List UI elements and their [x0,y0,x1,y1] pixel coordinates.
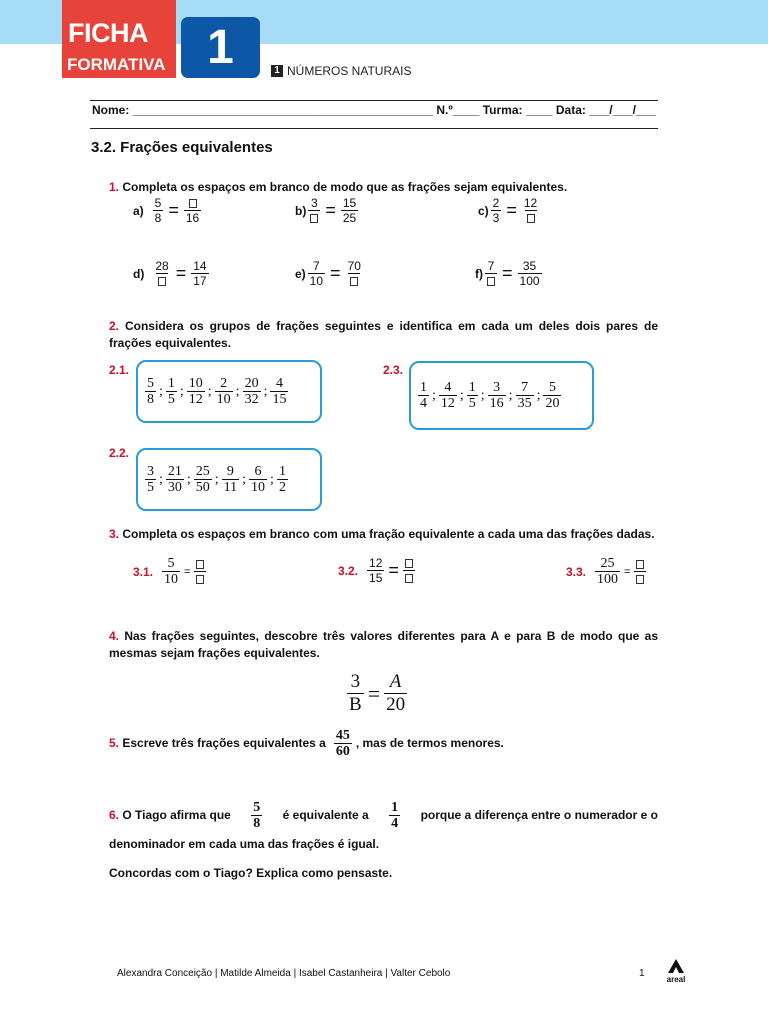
numerator: 5 [548,380,556,395]
fraction [194,464,212,495]
denominator [348,273,360,288]
separator: ; [459,387,464,403]
question-number: 5. [109,736,120,750]
fraction [145,376,156,407]
blank-box [405,574,413,583]
denominator: 12 [188,392,203,407]
question-2 [109,318,658,352]
fraction [367,556,384,585]
item-label: c) [478,203,489,218]
item-label: d) [133,266,145,281]
question-text: Escreve três frações equivalentes a [119,736,326,750]
item-label: b) [295,203,307,218]
separator: ; [207,383,212,399]
numerator: 3 [493,380,501,395]
equation-item [133,196,202,225]
separator: ; [432,387,436,403]
fraction [439,380,457,411]
equation-item [478,196,540,225]
numerator: 1 [420,380,427,395]
numerator: 5 [154,196,162,210]
group-label: 2.3. [383,363,404,377]
denominator: 16 [489,396,504,411]
fraction [243,376,261,407]
equals-sign: = [325,200,336,220]
separator: ; [508,387,513,403]
numerator: 1 [468,380,476,395]
fraction [166,376,177,407]
question-text: Nas frações seguintes, descobre três valores diferentes para A e para B de modo que as mesmas sejam frações equivalentes. [109,629,658,660]
numerator: 15 [342,196,357,210]
numerator: 70 [347,259,361,273]
numerator: 45 [335,728,350,743]
fraction [184,196,201,225]
numerator: 3 [147,464,154,479]
blank-box [189,199,197,208]
equals-sign: = [175,263,187,283]
numerator [194,557,206,571]
numerator: 3 [350,671,361,692]
fraction [153,259,170,288]
numerator: 14 [193,259,207,273]
fraction [194,557,206,586]
item-label: e) [295,266,306,281]
numerator: 6 [254,464,262,479]
fraction [347,671,364,716]
fraction [518,259,542,288]
equals-sign: = [388,560,399,580]
fraction [249,464,267,495]
separator: ; [159,471,163,487]
denominator: 60 [335,744,350,759]
equals-sign: = [184,565,191,578]
fraction [516,380,534,411]
denominator: 10 [216,392,231,407]
denominator: 20 [545,396,560,411]
fraction [270,376,288,407]
fraction [191,259,208,288]
fraction [346,259,363,288]
denominator [634,571,646,586]
equation-item [475,259,543,288]
fraction [162,556,180,587]
numerator: 4 [275,376,283,391]
fraction [522,196,539,225]
page-number: 1 [639,968,645,979]
separator: ; [186,471,191,487]
denominator: 2 [278,480,286,495]
fraction [418,380,429,411]
fraction [145,464,156,495]
denominator: 10 [309,274,324,288]
fraction-group-box [136,360,322,423]
denominator: 50 [195,480,210,495]
denominator: 15 [369,571,383,585]
fraction [467,380,478,411]
fraction-group-box [136,448,322,511]
blank-box [527,214,535,223]
denominator: 100 [597,572,619,587]
denominator [485,273,497,288]
denominator: 35 [517,396,532,411]
question-number: 2. [109,319,120,333]
numerator: 1 [167,376,175,391]
numerator: 25 [600,556,615,571]
ficha-line1: FICHA [68,18,148,48]
item-label: 3.3. [566,564,587,579]
blank-box [405,559,413,568]
denominator: 8 [253,816,261,831]
question-number: 6. [109,808,120,822]
blank-box [636,575,644,584]
numerator: 28 [155,259,169,273]
separator: ; [235,383,240,399]
group-label: 2.2. [109,446,130,460]
equals-sign: = [330,263,341,283]
fraction [308,196,320,225]
numerator: 1 [391,800,399,815]
numerator: 35 [522,259,537,273]
question-text: porque a diferença entre o numerador e o [420,808,658,822]
numerator: 25 [195,464,210,479]
question-text: O Tiago afirma que [119,808,231,822]
blank-box [636,560,644,569]
equation-item [566,556,647,587]
equals-sign: = [502,263,513,283]
denominator: 25 [342,211,357,225]
numerator: 5 [147,376,154,391]
blank-box [310,214,318,223]
numerator [187,196,199,210]
fraction [334,728,352,759]
question-6-line3: Concordas com o Tiago? Explica como pensaste. [109,866,393,880]
numerator: 12 [523,196,538,210]
numerator: 1 [278,464,286,479]
publisher-logo [660,958,692,986]
equation-item [133,556,207,587]
fraction [485,259,497,288]
numerator: 7 [487,259,495,273]
section-title: 3.2. Frações equivalentes [91,139,273,156]
student-info-line: Nome: _____________________________________________ N.º____ Turma: ____ Data: ___/___/___ [92,103,656,117]
fraction [384,671,407,716]
denominator: 17 [193,274,207,288]
equation-item [295,196,359,225]
numerator: 2 [220,376,228,391]
numerator: 9 [226,464,234,479]
separator: ; [536,387,541,403]
ficha-label [62,0,176,78]
denominator: 12 [440,396,455,411]
denominator: B [349,694,362,715]
question-4 [109,628,658,662]
item-label: f) [475,266,483,281]
question-1 [109,179,567,196]
numerator: 4 [444,380,452,395]
question-text-end: , mas de termos menores. [355,736,504,750]
numerator: 12 [369,556,383,570]
equation-a-b [346,671,408,716]
separator: ; [179,383,184,399]
chapter-title [271,64,411,78]
denominator: 8 [154,211,162,225]
fraction [595,556,620,587]
equation-item [295,259,364,288]
denominator: 11 [223,480,238,495]
group-label: 2.1. [109,363,130,377]
ficha-line2: FORMATIVA [67,55,166,74]
question-3 [109,526,655,543]
separator: ; [270,471,274,487]
denominator: 15 [272,392,287,407]
numerator [634,557,646,571]
numerator: 7 [313,259,320,273]
denominator [156,273,168,288]
fraction [222,464,239,495]
fraction [634,557,646,586]
question-text: Completa os espaços em branco de modo que as frações sejam equivalentes. [119,180,568,194]
numerator [403,556,415,570]
equals-sign: = [367,680,381,706]
question-6-line2: denominador em cada uma das frações é igual. [109,837,380,851]
denominator: 16 [185,211,200,225]
fraction [341,196,358,225]
question-6 [109,800,658,831]
question-5 [109,728,504,759]
bottom-rule [90,128,658,129]
denominator: 5 [468,396,476,411]
fraction [215,376,233,407]
denominator: 5 [147,480,154,495]
fraction [251,800,262,831]
numerator: 7 [521,380,529,395]
denominator: 32 [244,392,259,407]
sheet-number: 1 [181,17,260,78]
numerator: 10 [188,376,203,391]
blank-box [196,575,204,584]
blank-box [487,277,495,286]
equals-sign: = [506,200,517,220]
question-number: 4. [109,629,120,643]
denominator [194,571,206,586]
blank-box [196,560,204,569]
denominator: 10 [251,480,266,495]
blank-box [158,277,166,286]
question-text: Completa os espaços em branco com uma fração equivalente a cada uma das frações dadas. [119,527,655,541]
denominator: 4 [420,396,427,411]
separator: ; [214,471,219,487]
fraction [491,196,502,225]
numerator: 5 [167,556,175,571]
chapter-number-badge: 1 [271,65,283,77]
numerator: 5 [253,800,261,815]
separator: ; [159,383,163,399]
separator: ; [242,471,247,487]
equals-sign: = [168,200,179,220]
separator: ; [263,383,268,399]
denominator [525,210,537,225]
footer-authors: Alexandra Conceição | Matilde Almeida | Isabel Castanheira | Valter Cebolo [117,968,451,979]
denominator: 10 [164,572,179,587]
fraction-group-box [409,361,594,430]
numerator: 20 [244,376,259,391]
equation-item [338,556,416,585]
fraction [277,464,288,495]
item-label: a) [133,203,144,218]
denominator: 8 [147,392,154,407]
denominator: 20 [386,694,406,715]
question-number: 3. [109,527,120,541]
denominator [308,210,320,225]
denominator: 5 [167,392,175,407]
top-rule [90,100,658,101]
question-text: Considera os grupos de frações seguintes e identifica em cada um deles dois pares de frações equivalentes. [109,319,658,350]
fraction [166,464,184,495]
fraction [488,380,506,411]
numerator: A [389,671,402,692]
denominator [403,570,415,585]
blank-box [350,277,358,286]
denominator: 4 [391,816,399,831]
item-label: 3.2. [338,563,359,578]
item-label: 3.1. [133,564,154,579]
fraction [187,376,205,407]
question-number: 1. [109,180,120,194]
fraction [153,196,164,225]
denominator: 100 [519,274,540,288]
numerator: 21 [167,464,182,479]
fraction [403,556,415,585]
denominator: 3 [492,211,500,225]
publisher-logo-icon [667,958,685,974]
publisher-logo-text: areal [666,975,686,984]
fraction [543,380,561,411]
fraction [389,800,400,831]
numerator: 3 [310,196,318,210]
equals-sign: = [624,565,631,578]
separator: ; [480,387,485,403]
equation-item [133,259,210,288]
denominator: 30 [167,480,182,495]
fraction [308,259,325,288]
numerator: 2 [492,196,500,210]
chapter-title-text: NÚMEROS NATURAIS [287,64,412,78]
question-text: é equivalente a [282,808,369,822]
